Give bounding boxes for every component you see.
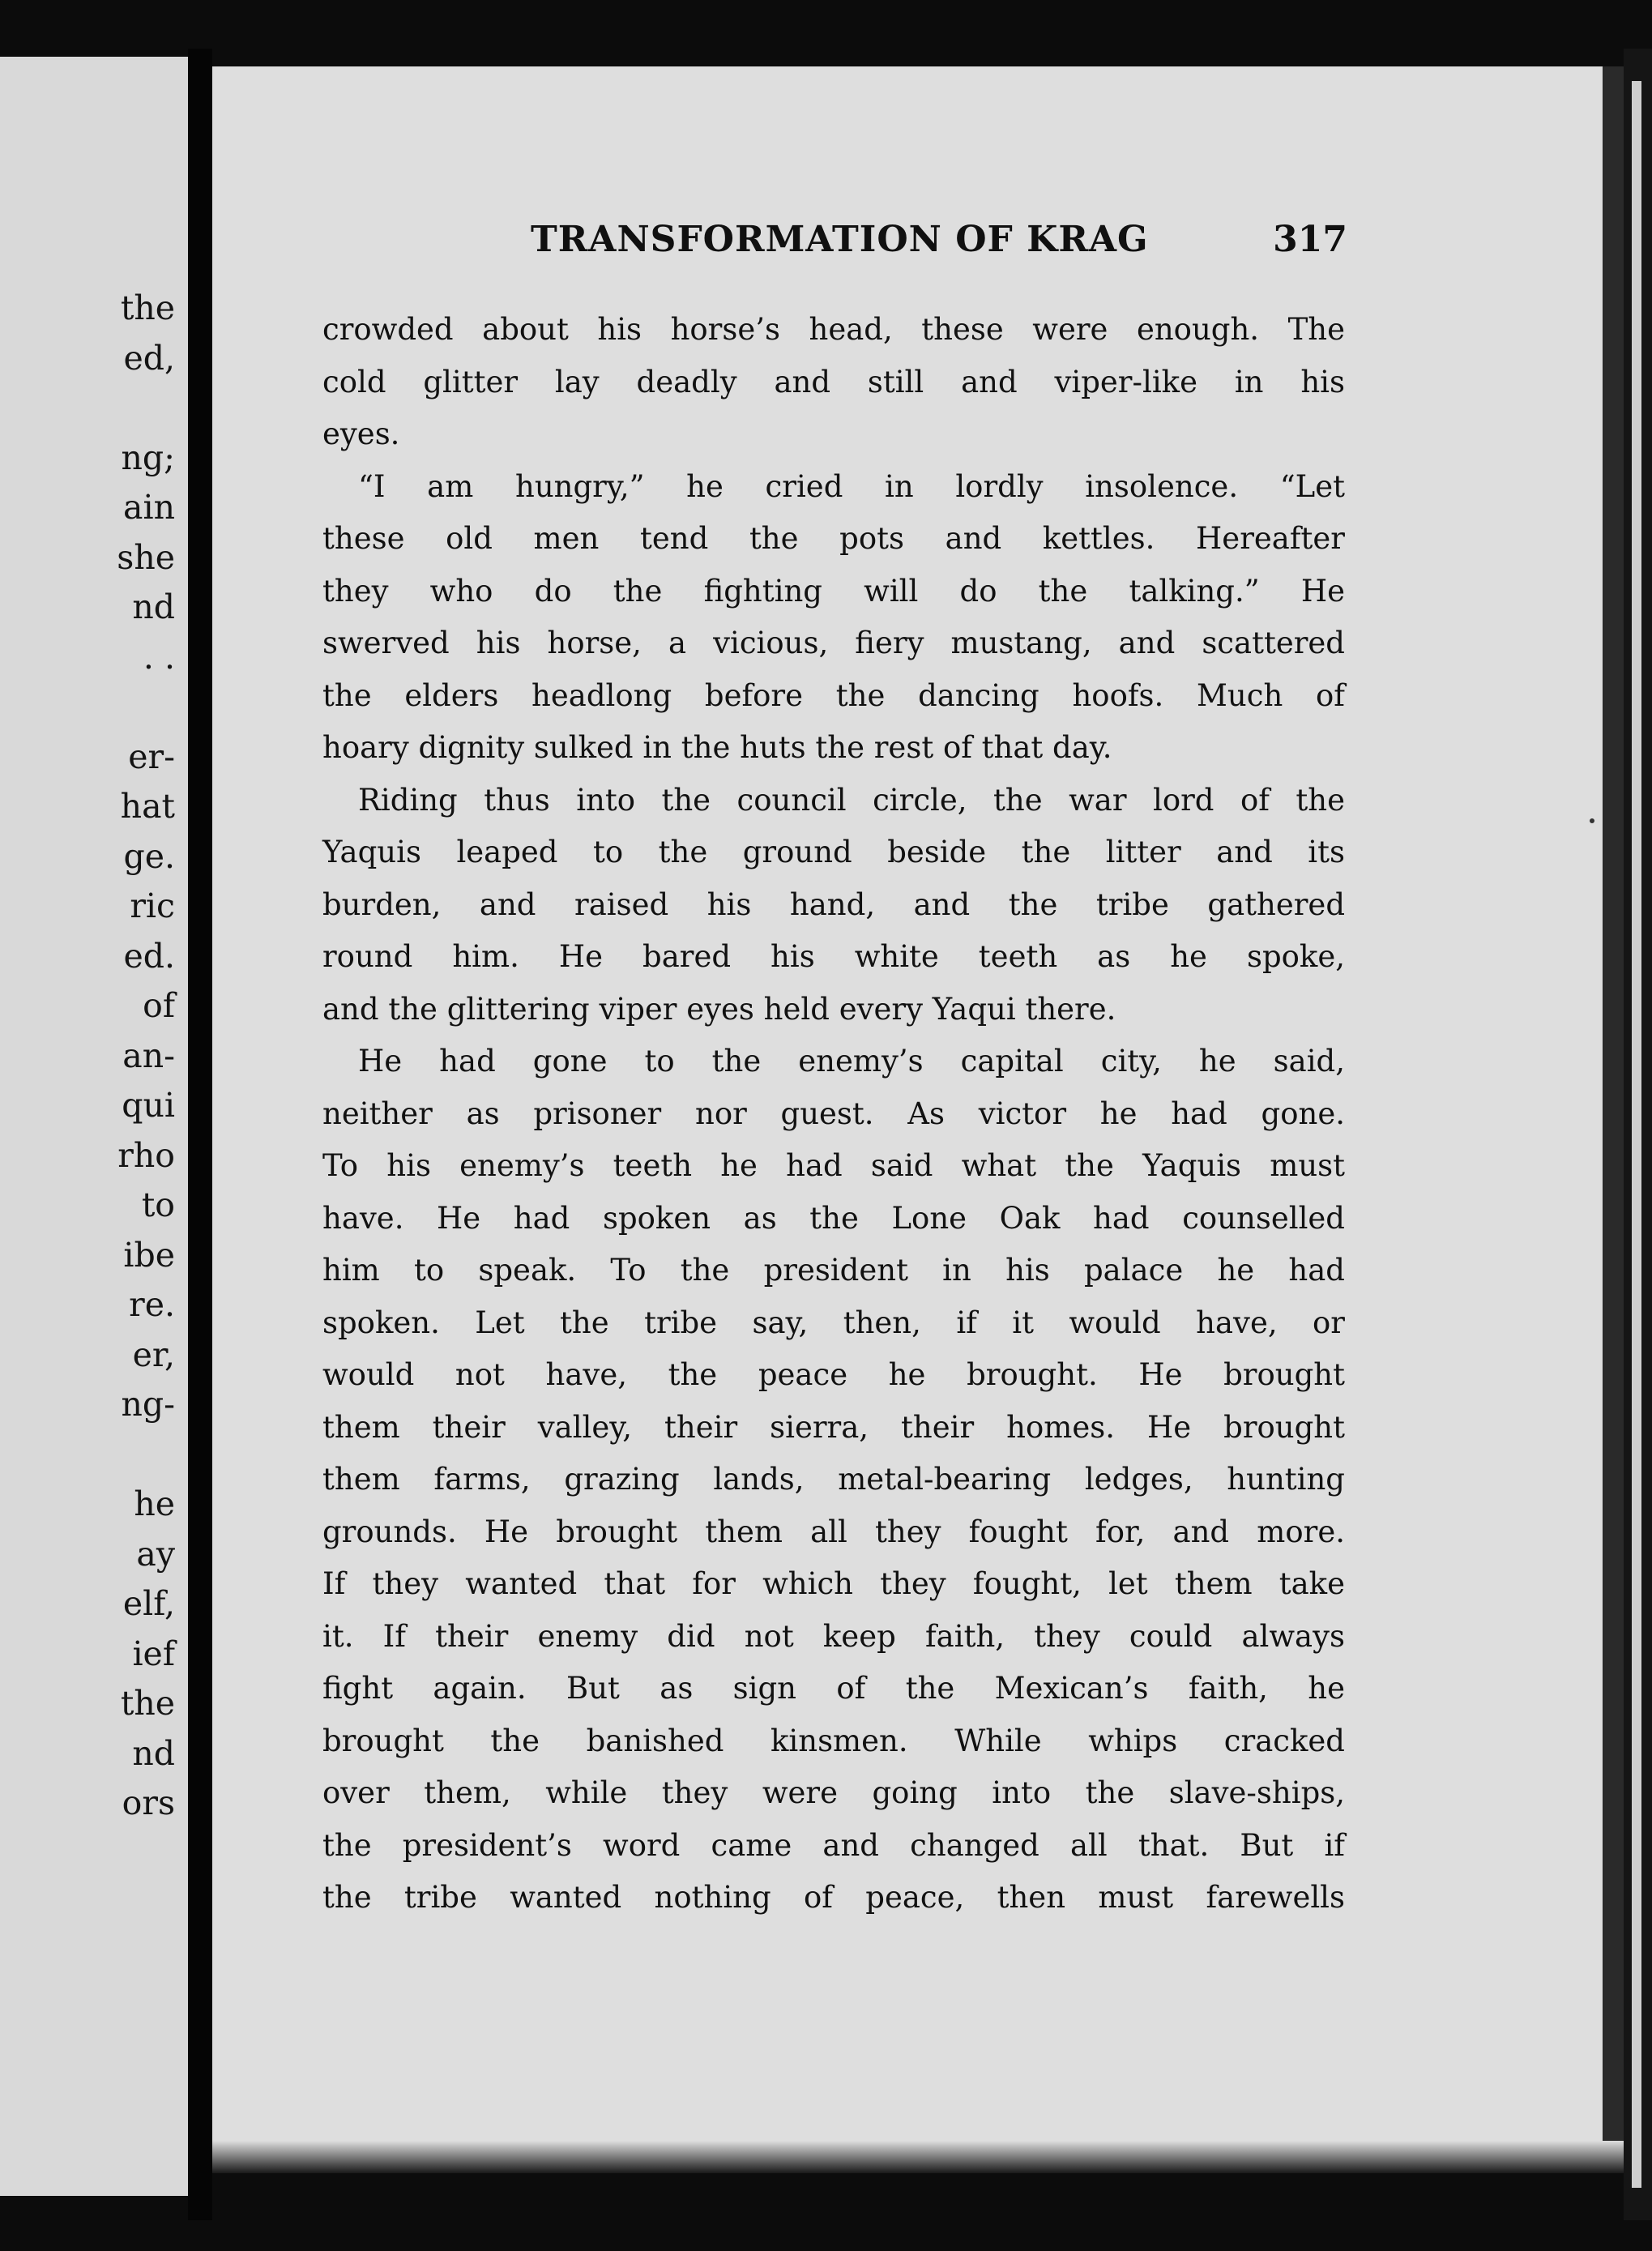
left-page-line-fragment: . . (143, 637, 175, 677)
book-gutter (188, 49, 212, 2220)
text-line: burden, and raised his hand, and the tribe gathered (322, 886, 1345, 922)
left-page-line-fragment: elf, (122, 1584, 175, 1623)
page-number: 317 (1273, 219, 1347, 260)
text-line: they who do the fighting will do the talking.” He (322, 573, 1345, 609)
text-line: swerved his horse, a vicious, fiery mustang, and scattered (322, 626, 1345, 660)
text-line: over them, while they were going into the slave-ships, (322, 1775, 1345, 1810)
text-line: He had gone to the enemy’s capital city, he said, (358, 1044, 1345, 1079)
left-page-line-fragment: ief (132, 1634, 175, 1673)
text-line: would not have, the peace he brought. He brought (322, 1357, 1345, 1392)
left-page-line-fragment: of (143, 986, 175, 1025)
text-line: and the glittering viper eyes held every Yaqui there. (322, 991, 1116, 1027)
left-page-line-fragment: hat (120, 787, 175, 826)
right-page-strip (1632, 81, 1641, 2188)
left-page-line-fragment: ain (123, 488, 175, 527)
left-page-line-fragment: ay (136, 1534, 175, 1574)
left-facing-page (0, 57, 188, 2196)
text-line: “I am hungry,” he cried in lordly insolence. “Let (358, 468, 1345, 504)
left-page-line-fragment: ed. (123, 936, 175, 976)
page-edge-shadow (1603, 66, 1624, 2173)
text-line: grounds. He brought them all they fought for, and more. (322, 1514, 1345, 1549)
page-body-text (322, 304, 1345, 1924)
text-line: hoary dignity sulked in the huts the rest of that day. (322, 730, 1112, 765)
left-page-line-fragment: she (117, 537, 175, 577)
left-page-line-fragment: ors (122, 1783, 175, 1822)
text-line: Riding thus into the council circle, the war lord of the (358, 782, 1345, 818)
chapter-title: TRANSFORMATION OF KRAG (531, 219, 1149, 260)
text-line: crowded about his horse’s head, these were enough. The (322, 312, 1345, 347)
left-page-line-fragment: qui (122, 1086, 175, 1125)
left-page-line-fragment: er, (132, 1335, 175, 1374)
right-page-edge (1624, 49, 1652, 2220)
text-line: If they wanted that for which they fought, let them take (322, 1566, 1345, 1601)
running-head (320, 219, 1347, 267)
text-line: the president’s word came and changed all that. But if (322, 1827, 1345, 1863)
text-line: Yaquis leaped to the ground beside the litter and its (322, 835, 1345, 869)
text-line: him to speak. To the president in his palace he had (322, 1253, 1345, 1288)
left-page-line-fragment: rho (117, 1135, 175, 1175)
text-line: cold glitter lay deadly and still and viper-like in his (322, 364, 1345, 399)
text-line: have. He had spoken as the Lone Oak had counselled (322, 1200, 1345, 1236)
left-page-line-fragment: ng; (121, 438, 175, 477)
left-page-line-fragment: ibe (123, 1235, 175, 1275)
text-line: them their valley, their sierra, their homes. He brought (322, 1409, 1345, 1445)
text-line: brought the banished kinsmen. While whips cracked (322, 1723, 1345, 1758)
text-line: the elders headlong before the dancing hoofs. Much of (322, 677, 1345, 713)
text-line: To his enemy’s teeth he had said what the Yaquis must (322, 1148, 1345, 1183)
text-line: these old men tend the pots and kettles. Hereafter (322, 521, 1345, 556)
text-line: fight again. But as sign of the Mexican’s faith, he (322, 1671, 1345, 1706)
left-page-line-fragment: he (134, 1484, 175, 1523)
left-page-line-fragment: nd (132, 1733, 175, 1773)
left-page-line-fragment: an- (122, 1036, 175, 1075)
left-page-line-fragment: the (120, 288, 175, 327)
text-line: the tribe wanted nothing of peace, then must farewells (322, 1880, 1345, 1915)
left-page-line-fragment: ng- (121, 1385, 175, 1424)
text-line: them farms, grazing lands, metal-bearing ledges, hunting (322, 1462, 1345, 1497)
left-page-line-fragment: er- (128, 737, 175, 776)
left-page-line-fragment: nd (132, 587, 175, 626)
left-page-line-fragment: re. (129, 1285, 175, 1324)
text-line: round him. He bared his white teeth as he spoke, (322, 939, 1345, 974)
text-line: eyes. (322, 416, 400, 451)
text-line: neither as prisoner nor guest. As victor he had gone. (322, 1096, 1345, 1131)
left-page-line-fragment: ric (130, 886, 175, 925)
text-line: it. If their enemy did not keep faith, they could always (322, 1618, 1345, 1654)
left-page-line-fragment: the (120, 1684, 175, 1723)
left-page-line-fragment: ed, (123, 338, 175, 378)
scan-speck (1590, 818, 1594, 823)
left-page-line-fragment: to (141, 1185, 175, 1224)
text-line: spoken. Let the tribe say, then, if it would have, or (322, 1305, 1345, 1340)
page-bottom-shadow (212, 2141, 1624, 2173)
left-page-line-fragment: ge. (123, 836, 175, 876)
